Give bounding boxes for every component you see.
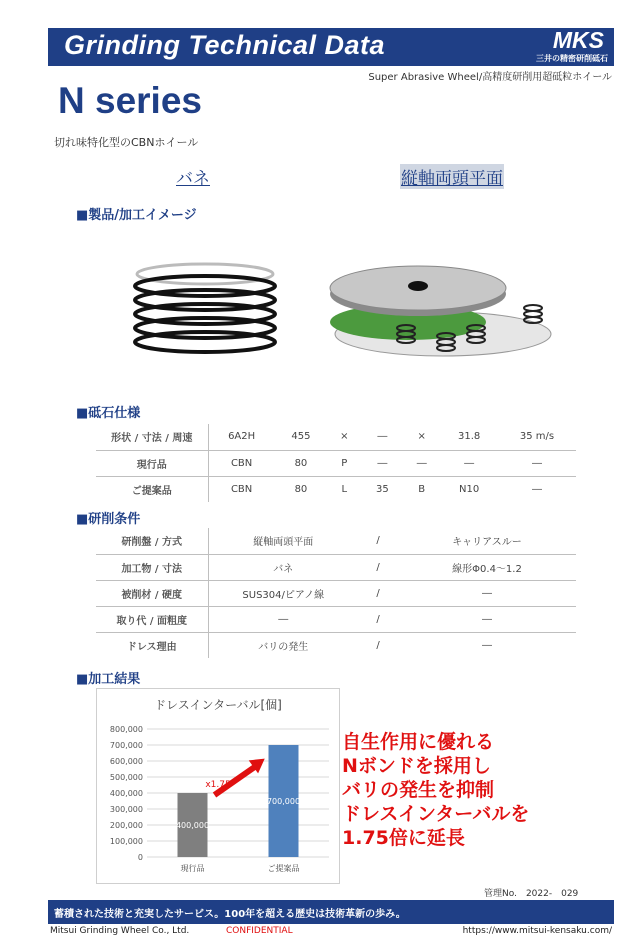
table-cell: CBN xyxy=(208,450,275,476)
management-number: 管理No. 2022- 029 xyxy=(484,889,579,899)
table-cell: CBN xyxy=(208,476,275,502)
table-cell: / xyxy=(376,535,380,547)
table-cell: ― xyxy=(498,450,576,476)
chart-title: ドレスインターバル[個] xyxy=(154,698,282,712)
table-cell: / xyxy=(358,632,398,658)
table-cell: / xyxy=(358,554,398,580)
x-tick-label: 現行品 xyxy=(180,864,205,873)
result-note-line: バリの発生を抑制 xyxy=(342,779,495,801)
y-tick-label: 400,000 xyxy=(109,789,143,798)
table-cell: ― xyxy=(377,431,388,443)
y-tick-label: 600,000 xyxy=(109,757,143,766)
table-cell: ― xyxy=(403,450,440,476)
footer-slogan: 蓄積された技術と充実したサービス。100年を超える歴史は技術革新の歩み。 xyxy=(54,909,406,920)
y-tick-label: 100,000 xyxy=(109,837,143,846)
spring-image xyxy=(120,248,290,368)
y-tick-label: 800,000 xyxy=(109,725,143,734)
series-description: 切れ味特化型のCBNホイール xyxy=(54,136,199,149)
table-row xyxy=(96,476,576,502)
table-cell: 35 xyxy=(362,476,404,502)
table-cell: ― xyxy=(398,632,576,658)
bar-data-label: 700,000 xyxy=(266,797,301,806)
table-cell: ― xyxy=(498,476,576,502)
row-label: 被削材 / 硬度 xyxy=(96,580,208,606)
table-cell: ― xyxy=(208,606,358,632)
table-row xyxy=(96,554,576,580)
series-title: N series xyxy=(58,80,202,121)
x-tick-label: ご提案品 xyxy=(267,864,300,873)
website-link[interactable]: https://www.mitsui-kensaku.com/ xyxy=(462,926,612,936)
machine-image xyxy=(328,252,560,368)
result-note-line: ドレスインターバルを xyxy=(342,803,530,825)
row-label: ドレス理由 xyxy=(96,632,208,658)
row-label: 取り代 / 面粗度 xyxy=(96,606,208,632)
row-label: 形状 / 寸法 / 周速 xyxy=(96,424,208,450)
conditions-table xyxy=(96,528,576,658)
section-grinding-conditions: ■研削条件 xyxy=(76,512,141,527)
table-cell: バリの発生 xyxy=(208,632,358,658)
table-cell: 縦軸両頭平面 xyxy=(253,537,314,549)
footer-bar xyxy=(48,900,614,924)
y-tick-label: 200,000 xyxy=(109,821,143,830)
table-cell: / xyxy=(358,580,398,606)
chart-svg xyxy=(97,689,339,883)
confidential-label: CONFIDENTIAL xyxy=(226,926,293,936)
dress-interval-chart xyxy=(96,688,340,884)
y-tick-label: 500,000 xyxy=(109,773,143,782)
table-row xyxy=(96,632,576,658)
annotation-label: x1.75 xyxy=(205,780,231,790)
table-cell: バネ xyxy=(208,554,358,580)
table-cell: N10 xyxy=(440,476,498,502)
table-row xyxy=(96,450,576,476)
wheel-spec-table xyxy=(96,424,576,502)
brand-logo: MKS xyxy=(552,27,604,53)
y-tick-label: 700,000 xyxy=(109,741,143,750)
table-cell: 6A2H xyxy=(228,431,256,443)
table-cell: × xyxy=(417,431,426,443)
table-cell: 35 m/s xyxy=(519,431,555,443)
result-note xyxy=(342,730,529,850)
subject-machine: 縦軸両頭平面 xyxy=(400,164,504,189)
table-cell: ― xyxy=(362,450,404,476)
table-cell: 80 xyxy=(275,476,327,502)
document-title: Grinding Technical Data xyxy=(64,30,386,60)
y-tick-label: 300,000 xyxy=(109,805,143,814)
row-label: 現行品 xyxy=(96,450,208,476)
result-note-line: 1.75倍に延長 xyxy=(342,827,465,849)
result-note-line: 自生作用に優れる xyxy=(342,731,495,753)
section-wheel-spec: ■砥石仕様 xyxy=(76,406,141,421)
bar-data-label: 400,000 xyxy=(175,821,210,830)
table-cell: ― xyxy=(398,606,576,632)
table-cell: × xyxy=(340,431,349,443)
table-row xyxy=(96,424,576,450)
table-cell: / xyxy=(358,606,398,632)
table-row xyxy=(96,580,576,606)
table-row xyxy=(96,606,576,632)
row-label: ご提案品 xyxy=(96,476,208,502)
company-name: Mitsui Grinding Wheel Co., Ltd. xyxy=(50,926,190,936)
brand-tagline: 三井の精密研削砥石 xyxy=(536,54,608,63)
subject-workpiece: バネ xyxy=(176,169,210,189)
table-cell: 線形Φ0.4～1.2 xyxy=(398,554,576,580)
table-cell: キャリアスルー xyxy=(452,537,522,549)
table-cell: B xyxy=(403,476,440,502)
table-cell: 455 xyxy=(291,431,311,443)
table-cell: ― xyxy=(398,580,576,606)
header-bar xyxy=(48,28,614,66)
table-row xyxy=(96,528,576,554)
table-cell: 31.8 xyxy=(458,431,481,443)
table-cell: P xyxy=(327,450,361,476)
table-cell: SUS304/ピアノ線 xyxy=(208,580,358,606)
section-product-image: ■製品/加工イメージ xyxy=(76,208,197,223)
header-subtitle: Super Abrasive Wheel/高精度研削用超砥粒ホイール xyxy=(368,72,612,83)
table-cell: 80 xyxy=(275,450,327,476)
section-results: ■加工結果 xyxy=(76,672,141,687)
table-cell: ― xyxy=(440,450,498,476)
result-note-line: Nボンドを採用し xyxy=(342,755,491,777)
row-label: 研削盤 / 方式 xyxy=(96,528,208,554)
y-tick-label: 0 xyxy=(137,853,143,862)
row-label: 加工物 / 寸法 xyxy=(96,554,208,580)
table-cell: L xyxy=(327,476,361,502)
